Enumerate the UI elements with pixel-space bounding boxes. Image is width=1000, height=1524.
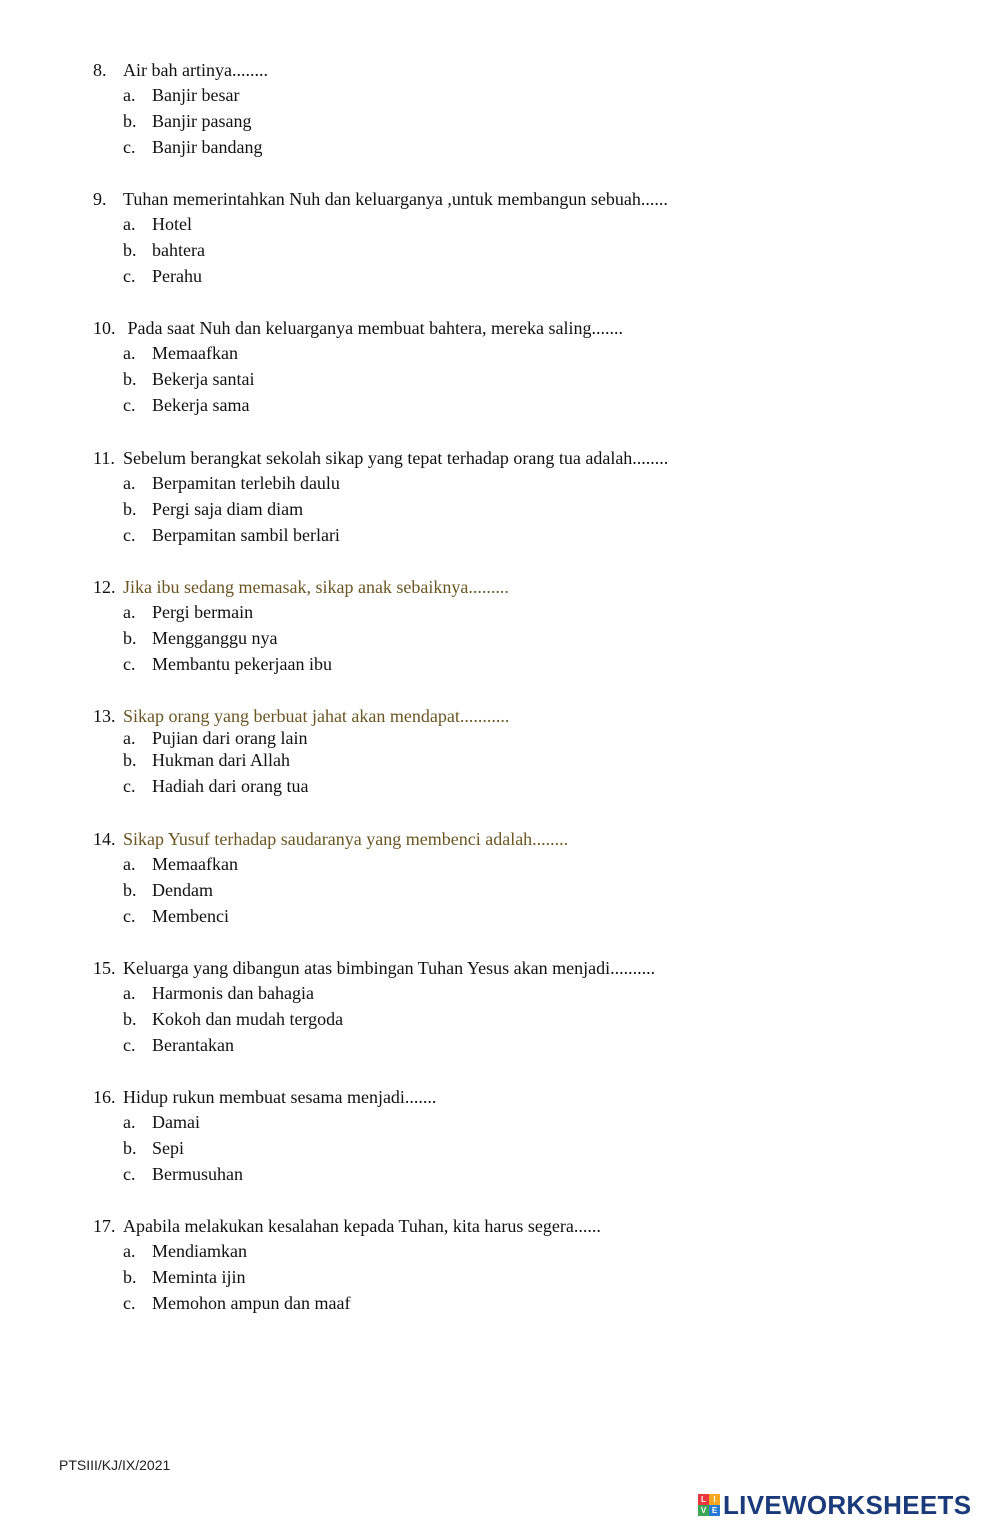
option-c[interactable] (93, 771, 953, 797)
option-letter: b. (123, 498, 137, 519)
mark-letter: L (698, 1494, 709, 1505)
option-letter: a. (123, 602, 136, 622)
question-text: Apabila melakukan kesalahan kepada Tuhan, kita harus segera...... (123, 1216, 601, 1236)
question-number: 16. (93, 1087, 116, 1107)
option-text: Bermusuhan (152, 1163, 243, 1184)
option-letter: a. (123, 1241, 136, 1261)
question-number: 11. (93, 448, 115, 468)
question-number: 8. (93, 60, 107, 80)
question-text: Tuhan memerintahkan Nuh dan keluarganya ,untuk membangun sebuah...... (123, 189, 668, 209)
option-text: Sepi (152, 1137, 185, 1158)
question-16 (93, 1084, 953, 1187)
question-number: 15. (93, 958, 116, 978)
option-text: Harmonis dan bahagia (152, 983, 314, 1003)
option-c[interactable] (93, 1162, 953, 1188)
option-letter: a. (123, 854, 136, 874)
option-letter: a. (123, 983, 136, 1003)
option-a[interactable] (93, 727, 953, 749)
footer-document-code: PTSIII/KJ/IX/2021 (59, 1457, 171, 1473)
option-letter: a. (123, 85, 136, 105)
mark-letter: E (709, 1505, 720, 1516)
question-line (93, 1213, 953, 1239)
option-text: Berantakan (152, 1034, 234, 1055)
option-a[interactable] (93, 1110, 953, 1136)
option-letter: c. (123, 265, 136, 286)
option-letter: c. (123, 394, 136, 415)
question-line (93, 955, 953, 981)
option-letter: c. (123, 524, 136, 545)
option-text: Memaafkan (152, 343, 238, 363)
option-text: Pujian dari orang lain (152, 728, 308, 748)
question-text: Sikap orang yang berbuat jahat akan mendapat........... (123, 706, 510, 726)
question-text: Hidup rukun membuat sesama menjadi....... (123, 1087, 437, 1107)
option-letter: a. (123, 343, 136, 363)
question-line (93, 57, 953, 83)
option-letter: c. (123, 136, 136, 157)
live-mark-icon (698, 1494, 720, 1516)
option-letter: c. (123, 653, 136, 674)
option-letter: b. (123, 750, 137, 770)
option-text: Hukman dari Allah (152, 750, 290, 770)
option-text: Bekerja santai (152, 368, 255, 389)
option-a[interactable] (93, 1239, 953, 1265)
option-c[interactable] (93, 393, 953, 419)
option-letter: b. (123, 1137, 137, 1158)
option-text: Mendiamkan (152, 1241, 247, 1261)
option-letter: b. (123, 879, 137, 900)
option-b[interactable] (93, 497, 953, 523)
option-text: Banjir bandang (152, 136, 263, 157)
option-text: Berpamitan sambil berlari (152, 524, 340, 545)
option-text: Banjir pasang (152, 110, 252, 131)
option-c[interactable] (93, 652, 953, 678)
question-text: Jika ibu sedang memasak, sikap anak sebaiknya......... (123, 577, 509, 597)
question-12 (93, 574, 953, 677)
option-letter: b. (123, 368, 137, 389)
option-text: Hotel (152, 214, 192, 234)
question-10 (93, 315, 953, 418)
option-b[interactable] (93, 238, 953, 264)
option-letter: b. (123, 1008, 137, 1029)
option-b[interactable] (93, 878, 953, 904)
option-c[interactable] (93, 1033, 953, 1059)
option-text: Banjir besar (152, 85, 240, 105)
question-line (93, 186, 953, 212)
question-13 (93, 703, 953, 797)
question-line (93, 315, 953, 341)
question-text: Sebelum berangkat sekolah sikap yang tepat terhadap orang tua adalah........ (123, 448, 669, 468)
option-b[interactable] (93, 749, 953, 771)
option-text: Memohon ampun dan maaf (152, 1292, 351, 1313)
option-a[interactable] (93, 981, 953, 1007)
question-number: 12. (93, 577, 116, 597)
question-number: 13. (93, 706, 116, 726)
option-c[interactable] (93, 135, 953, 161)
option-c[interactable] (93, 1291, 953, 1317)
mark-letter: V (698, 1505, 709, 1516)
option-c[interactable] (93, 523, 953, 549)
question-text: Pada saat Nuh dan keluarganya membuat bahtera, mereka saling....... (123, 318, 623, 338)
question-14 (93, 826, 953, 929)
option-a[interactable] (93, 212, 953, 238)
option-text: Pergi bermain (152, 602, 254, 622)
question-11 (93, 445, 953, 548)
option-b[interactable] (93, 109, 953, 135)
option-letter: c. (123, 776, 136, 796)
option-b[interactable] (93, 1136, 953, 1162)
option-text: Meminta ijin (152, 1266, 246, 1287)
option-text: bahtera (152, 239, 205, 260)
option-letter: b. (123, 1266, 137, 1287)
option-text: Kokoh dan mudah tergoda (152, 1008, 344, 1029)
question-text: Air bah artinya........ (123, 60, 268, 80)
question-text: Sikap Yusuf terhadap saudaranya yang membenci adalah........ (123, 829, 569, 849)
option-letter: b. (123, 110, 137, 131)
question-line (93, 826, 953, 852)
option-text: Bekerja sama (152, 394, 250, 415)
mark-letter: I (709, 1494, 720, 1505)
option-letter: a. (123, 214, 136, 234)
option-text: Membenci (152, 905, 229, 926)
option-text: Membantu pekerjaan ibu (152, 653, 332, 674)
liveworksheets-logo[interactable] (698, 1488, 971, 1522)
question-number: 9. (93, 189, 107, 209)
option-text: Mengganggu nya (152, 627, 278, 648)
option-text: Damai (152, 1112, 200, 1132)
option-text: Pergi saja diam diam (152, 498, 304, 519)
option-text: Perahu (152, 265, 202, 286)
option-b[interactable] (93, 1265, 953, 1291)
logo-wordmark: LIVEWORKSHEETS (723, 1489, 972, 1520)
question-8 (93, 57, 953, 160)
question-line (93, 445, 953, 471)
option-letter: c. (123, 1034, 136, 1055)
option-b[interactable] (93, 367, 953, 393)
question-text: Keluarga yang dibangun atas bimbingan Tuhan Yesus akan menjadi.......... (123, 958, 656, 978)
option-a[interactable] (93, 852, 953, 878)
question-line (93, 703, 953, 727)
option-letter: a. (123, 1112, 136, 1132)
question-9 (93, 186, 953, 289)
option-text: Berpamitan terlebih daulu (152, 473, 340, 493)
question-number: 17. (93, 1216, 116, 1236)
question-15 (93, 955, 953, 1058)
question-number: 14. (93, 829, 116, 849)
option-text: Hadiah dari orang tua (152, 776, 309, 796)
option-a[interactable] (93, 341, 953, 367)
option-letter: b. (123, 627, 137, 648)
option-letter: c. (123, 905, 136, 926)
option-letter: c. (123, 1292, 136, 1313)
option-text: Dendam (152, 879, 213, 900)
question-number: 10. (93, 318, 116, 338)
option-letter: a. (123, 473, 136, 493)
option-letter: a. (123, 728, 136, 748)
question-17 (93, 1213, 953, 1316)
option-letter: b. (123, 239, 137, 260)
option-b[interactable] (93, 626, 953, 652)
option-c[interactable] (93, 264, 953, 290)
question-line (93, 574, 953, 600)
option-c[interactable] (93, 904, 953, 930)
option-a[interactable] (93, 83, 953, 109)
question-line (93, 1084, 953, 1110)
option-text: Memaafkan (152, 854, 238, 874)
option-a[interactable] (93, 471, 953, 497)
option-letter: c. (123, 1163, 136, 1184)
option-b[interactable] (93, 1007, 953, 1033)
option-a[interactable] (93, 600, 953, 626)
